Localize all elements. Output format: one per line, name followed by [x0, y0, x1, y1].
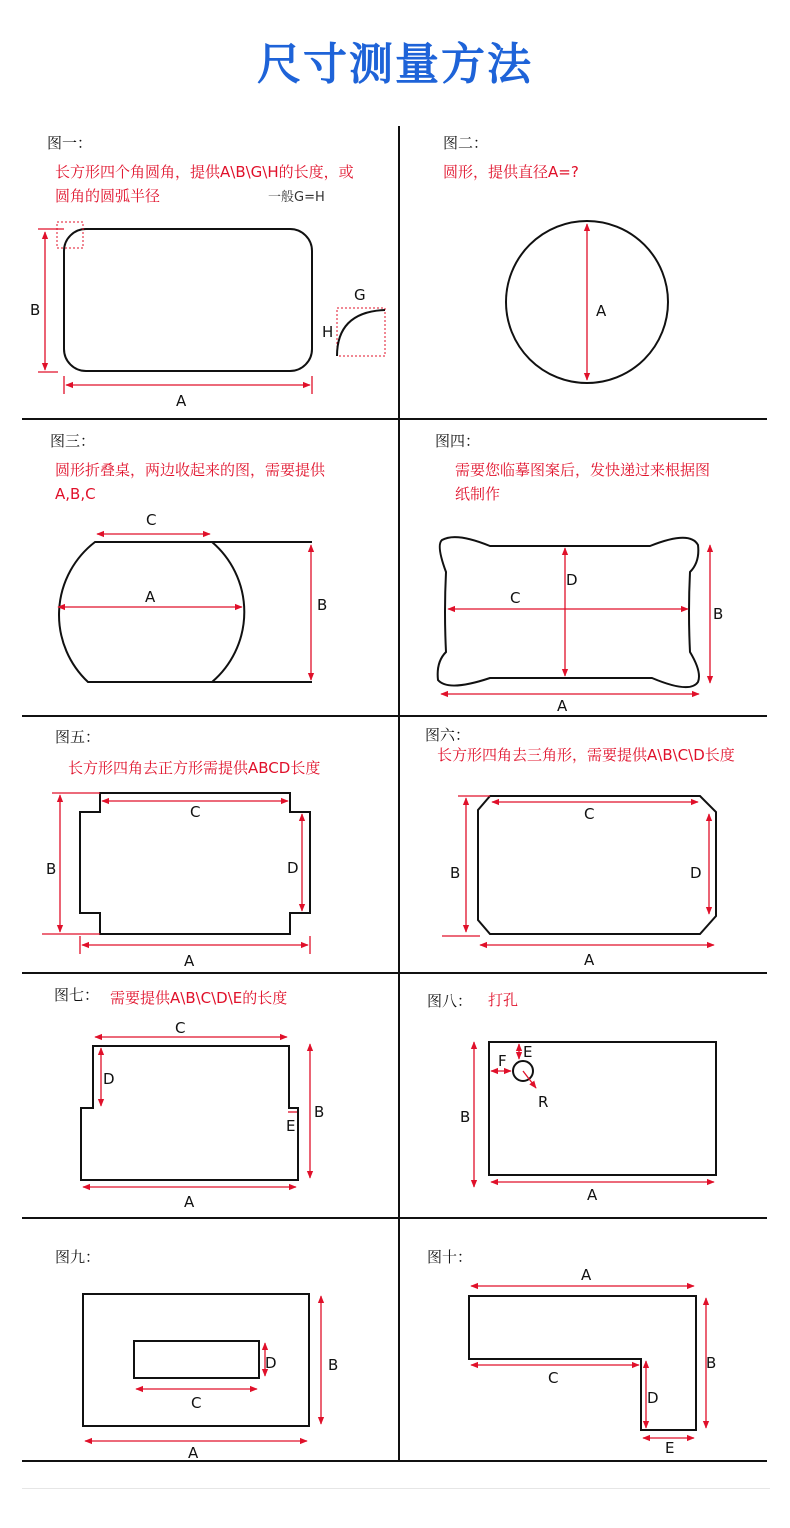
folding-table [59, 542, 244, 682]
panel-3-label: 图三： [50, 432, 96, 450]
figure-7 [81, 1019, 324, 1211]
panel-2-label: 图二： [443, 134, 489, 152]
dim-e-label: E [665, 1439, 675, 1457]
figure-5 [42, 793, 310, 970]
panel-8-label: 图八： [427, 992, 473, 1010]
figure-4 [438, 537, 724, 715]
figure-9 [83, 1294, 338, 1462]
panel-4-label: 图四： [435, 432, 481, 450]
dim-a-label: A [176, 392, 187, 410]
dim-c-label: C [548, 1369, 559, 1387]
dim-b-label: B [314, 1103, 325, 1121]
dim-b-label: B [706, 1354, 717, 1372]
panel-5-desc: 长方形四角去正方形需提供ABCD长度 [68, 759, 321, 777]
figure-10 [469, 1266, 716, 1457]
figure-3 [58, 511, 327, 682]
dim-a-label: A [145, 588, 156, 606]
figure-8 [460, 1042, 716, 1204]
panel-1-note: 一般G=H [268, 190, 325, 205]
dim-h-label: H [322, 323, 334, 341]
dim-r-line [523, 1071, 536, 1088]
dim-b-label: B [30, 301, 41, 319]
panel-3-desc: 圆形折叠桌，两边收起来的图，需要提供A,B,C [55, 461, 326, 503]
dim-c-label: C [191, 1394, 202, 1412]
corner-arc [337, 310, 385, 356]
dim-d-label: D [690, 864, 702, 882]
dim-r-label: R [538, 1093, 549, 1111]
panel-9-label: 图九： [55, 1248, 101, 1266]
l-shape [469, 1296, 696, 1430]
dim-b-label: B [46, 860, 57, 878]
dim-d-label: D [566, 571, 578, 589]
panel-5-label: 图五： [55, 728, 101, 746]
dim-g-label: G [354, 286, 366, 304]
dim-f-label: F [498, 1052, 507, 1070]
stepped-rectangle [81, 1046, 298, 1180]
dim-a-label: A [184, 952, 195, 970]
dim-a-label: A [184, 1193, 195, 1211]
panel-6-label: 图六： [425, 726, 471, 744]
dim-b-label: B [317, 596, 328, 614]
panel-1-desc: 长方形四个角圆角，提供A\B\G\H的长度，或圆角的圆弧半径 [55, 163, 354, 205]
panel-8-desc: 打孔 [488, 991, 519, 1009]
dim-d-label: D [647, 1389, 659, 1407]
dim-e-label: E [286, 1117, 296, 1135]
dim-a-label: A [581, 1266, 592, 1284]
dim-a-label: A [557, 697, 568, 715]
figure-1 [30, 222, 385, 410]
panel-7-label: 图七： [54, 986, 100, 1004]
dim-c-label: C [584, 805, 595, 823]
page-title: 尺寸测量方法 [257, 39, 533, 90]
dim-b-label: B [713, 605, 724, 623]
custom-outline [438, 537, 699, 687]
panel-7-desc: 需要提供A\B\C\D\E的长度 [110, 989, 288, 1007]
dim-c-label: C [190, 803, 201, 821]
dim-a-label: A [584, 951, 595, 969]
dim-a-label: A [587, 1186, 598, 1204]
panel-6-desc: 长方形四角去三角形，需要提供A\B\C\D长度 [437, 746, 735, 764]
figure-2 [506, 221, 668, 383]
figure-6 [442, 796, 716, 969]
dim-c-label: C [175, 1019, 186, 1037]
dim-b-label: B [328, 1356, 339, 1374]
inner-cutout [134, 1341, 259, 1378]
dim-b-label: B [460, 1108, 471, 1126]
dim-b-label: B [450, 864, 461, 882]
dim-d-label: D [265, 1354, 277, 1372]
panel-10-label: 图十： [427, 1248, 473, 1266]
rounded-rectangle [64, 229, 312, 371]
panel-2-desc: 圆形，提供直径A=? [443, 163, 579, 181]
panel-4-desc: 需要您临摹图案后，发快递过来根据图纸制作 [455, 461, 711, 503]
dim-e-label: E [523, 1043, 533, 1061]
dim-a-label: A [188, 1444, 199, 1462]
dim-d-label: D [103, 1070, 115, 1088]
dim-d-label: D [287, 859, 299, 877]
chamfered-rectangle [478, 796, 716, 934]
dim-a-label: A [596, 302, 607, 320]
panel-1-label: 图一： [47, 134, 93, 152]
dim-c-label: C [510, 589, 521, 607]
dim-c-label: C [146, 511, 157, 529]
